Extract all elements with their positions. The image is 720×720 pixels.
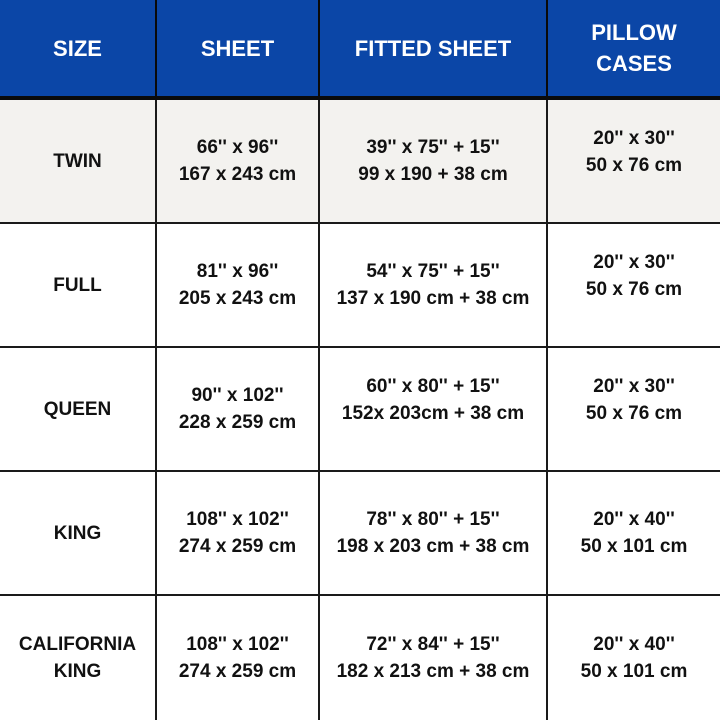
row-size-queen bbox=[0, 348, 157, 472]
fitted-inches: 60'' x 80'' + 15'' bbox=[366, 376, 500, 397]
header-sheet bbox=[157, 0, 320, 100]
row-sheet-full bbox=[157, 224, 320, 348]
row-sheet-queen bbox=[157, 348, 320, 472]
sheet-inches: 66'' x 96'' bbox=[196, 137, 279, 158]
size-label: FULL bbox=[53, 274, 102, 296]
size-label: KING bbox=[53, 522, 102, 544]
row-size-king bbox=[0, 472, 157, 596]
header-fitted-sheet bbox=[320, 0, 548, 100]
header-pillow-cases-line2: CASES bbox=[596, 51, 672, 76]
size-label-line2: KING bbox=[53, 661, 102, 682]
header-size-label: SIZE bbox=[53, 35, 102, 61]
sheet-inches: 90'' x 102'' bbox=[191, 385, 284, 406]
size-label: TWIN bbox=[53, 150, 102, 172]
pillow-inches: 20'' x 40'' bbox=[593, 634, 675, 655]
row-sheet-california-king bbox=[157, 596, 320, 720]
header-sheet-label: SHEET bbox=[200, 35, 275, 61]
fitted-cm: 137 x 190 cm + 38 cm bbox=[336, 288, 530, 309]
fitted-cm: 152x 203cm + 38 cm bbox=[341, 403, 525, 424]
sheet-cm: 274 x 259 cm bbox=[178, 661, 297, 682]
row-pillow-full bbox=[548, 224, 720, 348]
pillow-cm: 50 x 76 cm bbox=[585, 403, 683, 424]
fitted-inches: 39'' x 75'' + 15'' bbox=[366, 137, 500, 158]
sheet-cm: 167 x 243 cm bbox=[178, 164, 297, 185]
pillow-cm: 50 x 101 cm bbox=[580, 661, 688, 682]
sheet-cm: 274 x 259 cm bbox=[178, 536, 297, 557]
size-label-line1: CALIFORNIA bbox=[18, 634, 137, 655]
row-size-california-king bbox=[0, 596, 157, 720]
size-label: QUEEN bbox=[43, 398, 112, 420]
fitted-inches: 78'' x 80'' + 15'' bbox=[366, 509, 500, 530]
header-pillow-cases bbox=[548, 0, 720, 100]
pillow-inches: 20'' x 30'' bbox=[593, 128, 675, 149]
fitted-cm: 99 x 190 + 38 cm bbox=[358, 164, 508, 185]
pillow-cm: 50 x 76 cm bbox=[585, 279, 683, 300]
header-size bbox=[0, 0, 157, 100]
fitted-cm: 198 x 203 cm + 38 cm bbox=[336, 536, 530, 557]
sheet-inches: 108'' x 102'' bbox=[186, 634, 289, 655]
sheet-inches: 108'' x 102'' bbox=[186, 509, 289, 530]
row-size-full bbox=[0, 224, 157, 348]
sheet-cm: 228 x 259 cm bbox=[178, 412, 297, 433]
row-pillow-queen bbox=[548, 348, 720, 472]
pillow-cm: 50 x 76 cm bbox=[585, 155, 683, 176]
pillow-inches: 20'' x 30'' bbox=[593, 376, 675, 397]
sheet-cm: 205 x 243 cm bbox=[178, 288, 297, 309]
row-fitted-queen bbox=[320, 348, 548, 472]
row-fitted-california-king bbox=[320, 596, 548, 720]
sheet-inches: 81'' x 96'' bbox=[196, 261, 279, 282]
row-fitted-twin bbox=[320, 100, 548, 224]
row-size-twin bbox=[0, 100, 157, 224]
fitted-inches: 72'' x 84'' + 15'' bbox=[366, 634, 500, 655]
header-fitted-sheet-label: FITTED SHEET bbox=[354, 35, 512, 61]
row-fitted-full bbox=[320, 224, 548, 348]
pillow-inches: 20'' x 40'' bbox=[593, 509, 675, 530]
row-sheet-twin bbox=[157, 100, 320, 224]
fitted-inches: 54'' x 75'' + 15'' bbox=[366, 261, 500, 282]
row-fitted-king bbox=[320, 472, 548, 596]
row-pillow-twin bbox=[548, 100, 720, 224]
row-sheet-king bbox=[157, 472, 320, 596]
pillow-inches: 20'' x 30'' bbox=[593, 252, 675, 273]
header-pillow-cases-line1: PILLOW bbox=[591, 20, 677, 45]
pillow-cm: 50 x 101 cm bbox=[580, 536, 688, 557]
row-pillow-california-king bbox=[548, 596, 720, 720]
row-pillow-king bbox=[548, 472, 720, 596]
fitted-cm: 182 x 213 cm + 38 cm bbox=[336, 661, 530, 682]
